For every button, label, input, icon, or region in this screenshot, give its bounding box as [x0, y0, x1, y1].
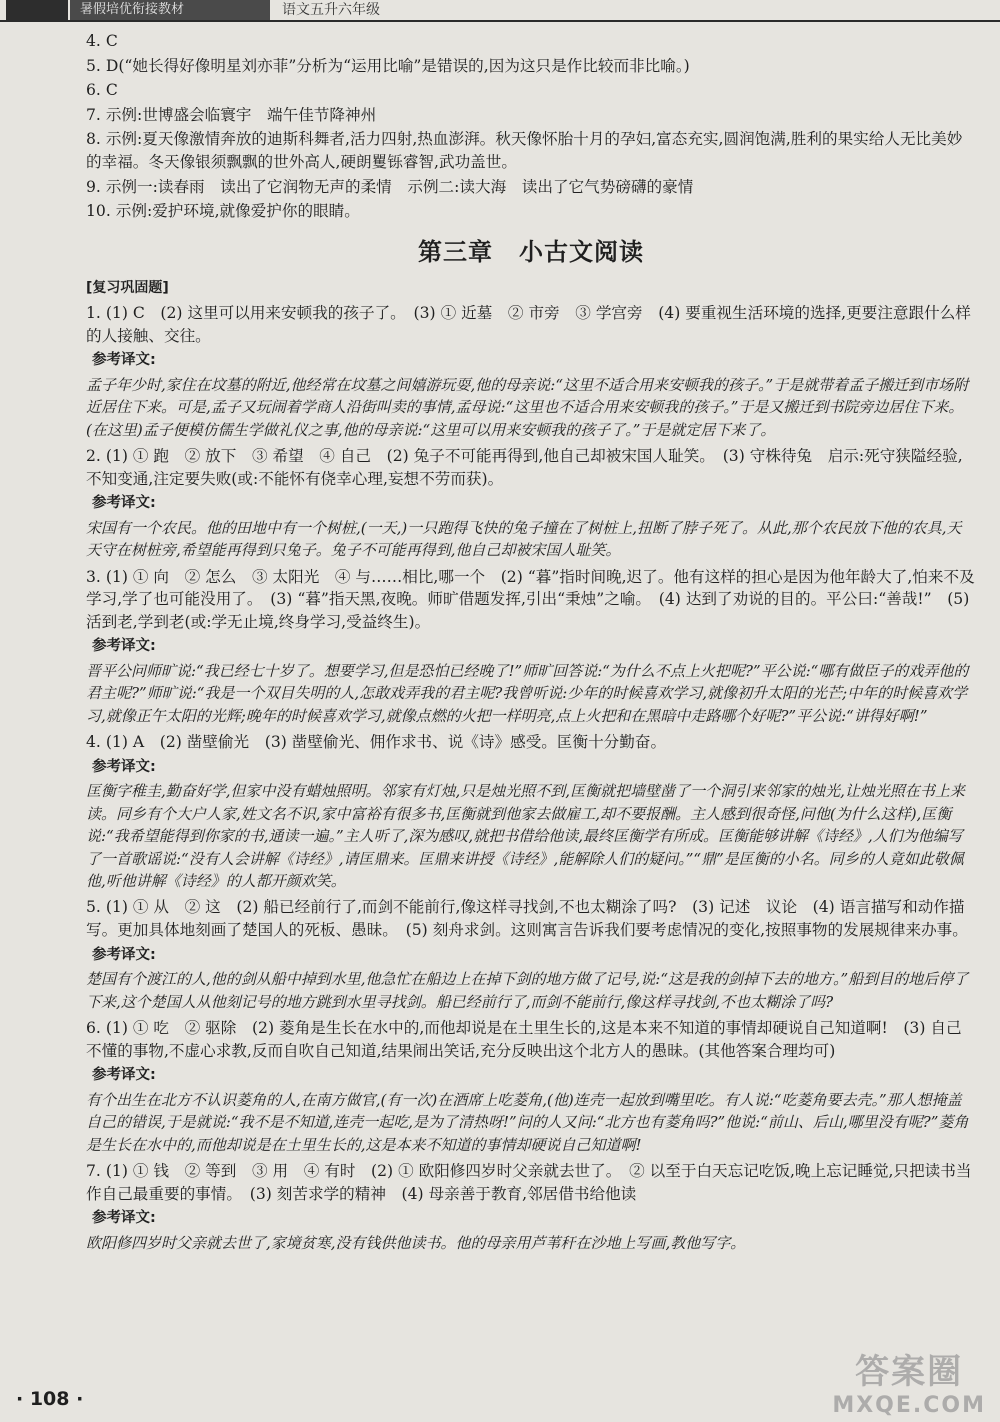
answer-line: 9. 示例一:读春雨 读出了它润物无声的柔情 示例二:读大海 读出了它气势磅礴的豪情: [86, 177, 694, 196]
answer-text: 5. (1) ① 从 ② 这 (2) 船已经前行了,而剑不能前行,像这样寻找剑,不也太糊涂了吗? (3) 记述 议论 (4) 语言描写和动作描写。更加具体地刻画了楚国人的死板、愚昧。 (5) 刻舟求剑。这则寓言告诉我们要考虑情况的变化,按照事物的发展规律来办事。: [86, 898, 968, 939]
chapter-title: 小古文阅读: [519, 237, 644, 266]
reference-label: 参考译文:: [92, 352, 156, 369]
answer-line: 4. C: [86, 32, 118, 50]
page-header: [0, 0, 1000, 22]
answer-line: 5. D(“她长得好像明星刘亦菲”分析为“运用比喻”是错误的,因为这只是作比较而非比喻。): [86, 56, 690, 75]
answer-line: 8. 示例:夏天像激情奔放的迪斯科舞者,活力四射,热血澎湃。秋天像怀胎十月的孕妇,富态充实,圆润饱满,胜利的果实给人无比美妙的幸福。冬天像银须飘飘的世外高人,硬朗矍铄睿智,武功盖世。: [86, 130, 963, 171]
reference-label: 参考译文:: [92, 638, 156, 655]
answer-text: 1. (1) C (2) 这里可以用来安顿我的孩子了。 (3) ① 近墓 ② 市旁 ③ 学宫旁 (4) 要重视生活环境的选择,更要注意跟什么样的人接触、交往。: [86, 303, 971, 345]
answer-line: 6. C: [86, 81, 118, 100]
series-title: 暑假培优衔接教材: [70, 0, 270, 20]
answer-item: [86, 896, 976, 1013]
answer-item: [86, 566, 976, 728]
translation-text: 晋平公问师旷说:“我已经七十岁了。想要学习,但是恐怕已经晚了!”师旷回答说:“为什么不点上火把呢?”平公说:“哪有做臣子的戏弄他的君主呢?”师旷说:“我是一个双目失明的人,怎敢戏弄我的君主呢?我曾听说:少年的时候喜欢学习,就像初升太阳的光芒;中年的时候喜欢学习,就像正午太阳的光辉;晚年的时候喜欢学习,就像点燃的火把一样明亮,点上火把和在黑暗中走路哪个好呢?”平公说:“讲得好啊!”: [86, 661, 969, 725]
translation-text: 欧阳修四岁时父亲就去世了,家境贫寒,没有钱供他读书。他的母亲用芦苇秆在沙地上写画,教他写字。: [86, 1233, 746, 1252]
reference-label: 参考译文:: [92, 946, 156, 963]
answers-top: [86, 30, 976, 223]
translation-text: 宋国有一个农民。他的田地中有一个树桩,(一天,)一只跑得飞快的兔子撞在了树桩上,扭断了脖子死了。从此,那个农民放下他的农具,天天守在树桩旁,希望能再得到只兔子。兔子不可能再得到,他自己却被宋国人耻笑。: [86, 518, 962, 560]
chapter-heading: [86, 237, 976, 266]
site-watermark: [832, 1344, 986, 1418]
answer-item: [86, 1160, 976, 1254]
translation-text: 楚国有个渡江的人,他的剑从船中掉到水里,他急忙在船边上在掉下剑的地方做了记号,说:“这是我的剑掉下去的地方。”船到目的地后停了下来,这个楚国人从他刻记号的地方跳到水里寻找剑。船已经前行了,而剑不能前行,像这样寻找剑,不也太糊涂了吗?: [86, 970, 969, 1011]
answer-line: 10. 示例:爱护环境,就像爱护你的眼睛。: [86, 202, 360, 221]
answer-text: 3. (1) ① 向 ② 怎么 ③ 太阳光 ④ 与……相比,哪一个 (2) “暮”指时间晚,迟了。他有这样的担心是因为他年龄大了,怕来不及学习,学了也可能没用了。 (3) “暮”指天黑,夜晚。师旷借题发挥,引出“秉烛”之喻。 (4) 达到了劝说的目的。平公曰:“善哉!” (5) 活到老,学到老(或:学无止境,终身学习,受益终生)。: [86, 567, 975, 631]
reference-label: 参考译文:: [92, 495, 156, 512]
answer-item: [86, 1017, 976, 1156]
reference-label: 参考译文:: [92, 1210, 156, 1227]
answer-content: [86, 30, 976, 1258]
watermark-url: MXQE.COM: [832, 1393, 986, 1418]
translation-text: 孟子年少时,家住在坟墓的附近,他经常在坟墓之间嬉游玩耍,他的母亲说:“这里不适合用来安顿我的孩子。”于是就带着孟子搬迁到市场附近居住下来。可是,孟子又玩闹着学商人沿街叫卖的事情,孟母说:“这里也不适合用来安顿我的孩子。”于是又搬迁到书院旁边居住下来。(在这里)孟子便模仿儒生学做礼仪之事,他的母亲说:“这里可以用来安顿我的孩子了。”于是就定居下来了。: [86, 375, 969, 439]
answer-line: 7. 示例:世博盛会临寰宇 端午佳节降神州: [86, 105, 377, 124]
publisher-logo: [6, 0, 68, 20]
answer-item: [86, 302, 976, 441]
reference-label: 参考译文:: [92, 758, 156, 775]
chapter-number: 第三章: [418, 237, 493, 266]
page-number: · 108 ·: [16, 1388, 84, 1410]
answer-text: 2. (1) ① 跑 ② 放下 ③ 希望 ④ 自己 (2) 兔子不可能再得到,他自己却被宋国人耻笑。 (3) 守株待兔 启示:死守狭隘经验,不知变通,注定要失败(或:不能怀有侥幸心理,妄想不劳而获)。: [86, 446, 963, 488]
watermark-logo-text: 答案圈: [855, 1352, 964, 1392]
answer-text: 7. (1) ① 钱 ② 等到 ③ 用 ④ 有时 (2) ① 欧阳修四岁时父亲就去世了。 ② 以至于白天忘记吃饭,晚上忘记睡觉,只把读书当作自己最重要的事情。 (3) 刻苦求学的精神 (4) 母亲善于教育,邻居借书给他读: [86, 1161, 972, 1203]
answer-item: [86, 445, 976, 562]
answer-text: 4. (1) A (2) 凿壁偷光 (3) 凿壁偷光、佣作求书、说《诗》感受。匡衡十分勤奋。: [86, 733, 667, 752]
section-label: [复习巩固题]: [86, 280, 169, 297]
reference-label: 参考译文:: [92, 1067, 156, 1084]
grade-title: 语文五升六年级: [282, 2, 380, 18]
answer-item: [86, 731, 976, 892]
translation-text: 匡衡字稚圭,勤奋好学,但家中没有蜡烛照明。邻家有灯烛,只是烛光照不到,匡衡就把墙壁凿了一个洞引来邻家的烛光,让烛光照在书上来读。同乡有个大户人家,姓文名不识,家中富裕有很多书,匡衡就到他家去做雇工,却不要报酬。主人感到很奇怪,问他(为什么这样),匡衡说:“我希望能得到你家的书,通读一遍。”主人听了,深为感叹,就把书借给他读,最终匡衡学有所成。匡衡能够讲解《诗经》,人们为他编写了一首歌谣说:“没有人会讲解《诗经》,请匡鼎来。匡鼎来讲授《诗经》,能解除人们的疑问。”“鼎”是匡衡的小名。同乡的人竟如此敬佩他,听他讲解《诗经》的人都开颜欢笑。: [86, 782, 965, 890]
answer-text: 6. (1) ① 吃 ② 驱除 (2) 菱角是生长在水中的,而他却说是在土里生长的,这是本来不知道的事情却硬说自己知道啊! (3) 自己不懂的事物,不虚心求教,反而自吹自己知道,结果闹出笑话,充分反映出这个北方人的愚昧。(其他答案合理均可): [86, 1018, 962, 1060]
translation-text: 有个出生在北方不认识菱角的人,在南方做官,(有一次)在酒席上吃菱角,(他)连壳一起放到嘴里吃。有人说:“吃菱角要去壳。”那人想掩盖自己的错误,于是就说:“我不是不知道,连壳一起吃,是为了清热呀!”问的人又问:“北方也有菱角吗?”他说:“前山、后山,哪里没有呢?”菱角是生长在水中的,而他却说是在土里生长的,这是本来不知道的事情却硬说自己知道啊!: [86, 1090, 969, 1154]
